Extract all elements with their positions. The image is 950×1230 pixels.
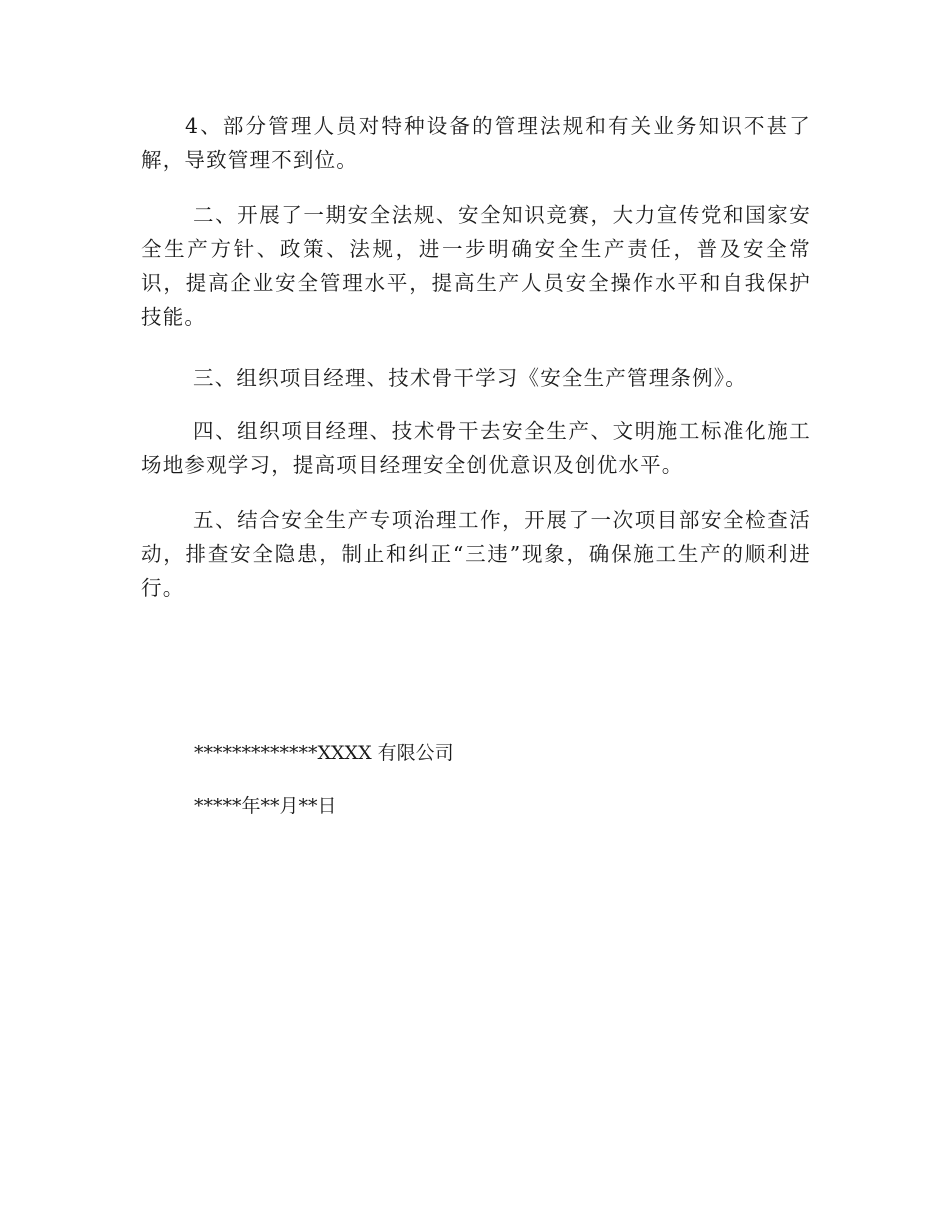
- paragraph-section-2: 二、开展了一期安全法规、安全知识竞赛，大力宣传党和国家安全生产方针、政策、法规，进一步明确安全生产责任，普及安全常识，提高企业安全管理水平，提高生产人员安全操作水平和自我保护技能。: [141, 203, 811, 329]
- signature-company: *************XXXX 有限公司: [194, 742, 454, 764]
- paragraph-item-4: 4、部分管理人员对特种设备的管理法规和有关业务知识不甚了解，导致管理不到位。: [141, 114, 811, 172]
- paragraph-section-5: 五、结合安全生产专项治理工作，开展了一次项目部安全检查活动，排查安全隐患，制止和纠正“三违”现象，确保施工生产的顺利进行。: [141, 508, 811, 600]
- paragraph-section-3: 三、组织项目经理、技术骨干学习《安全生产管理条例》。: [193, 366, 747, 390]
- signature-date: *****年**月**日: [194, 795, 337, 817]
- paragraph-section-4: 四、组织项目经理、技术骨干去安全生产、文明施工标准化施工场地参观学习，提高项目经理安全创优意识及创优水平。: [141, 419, 811, 477]
